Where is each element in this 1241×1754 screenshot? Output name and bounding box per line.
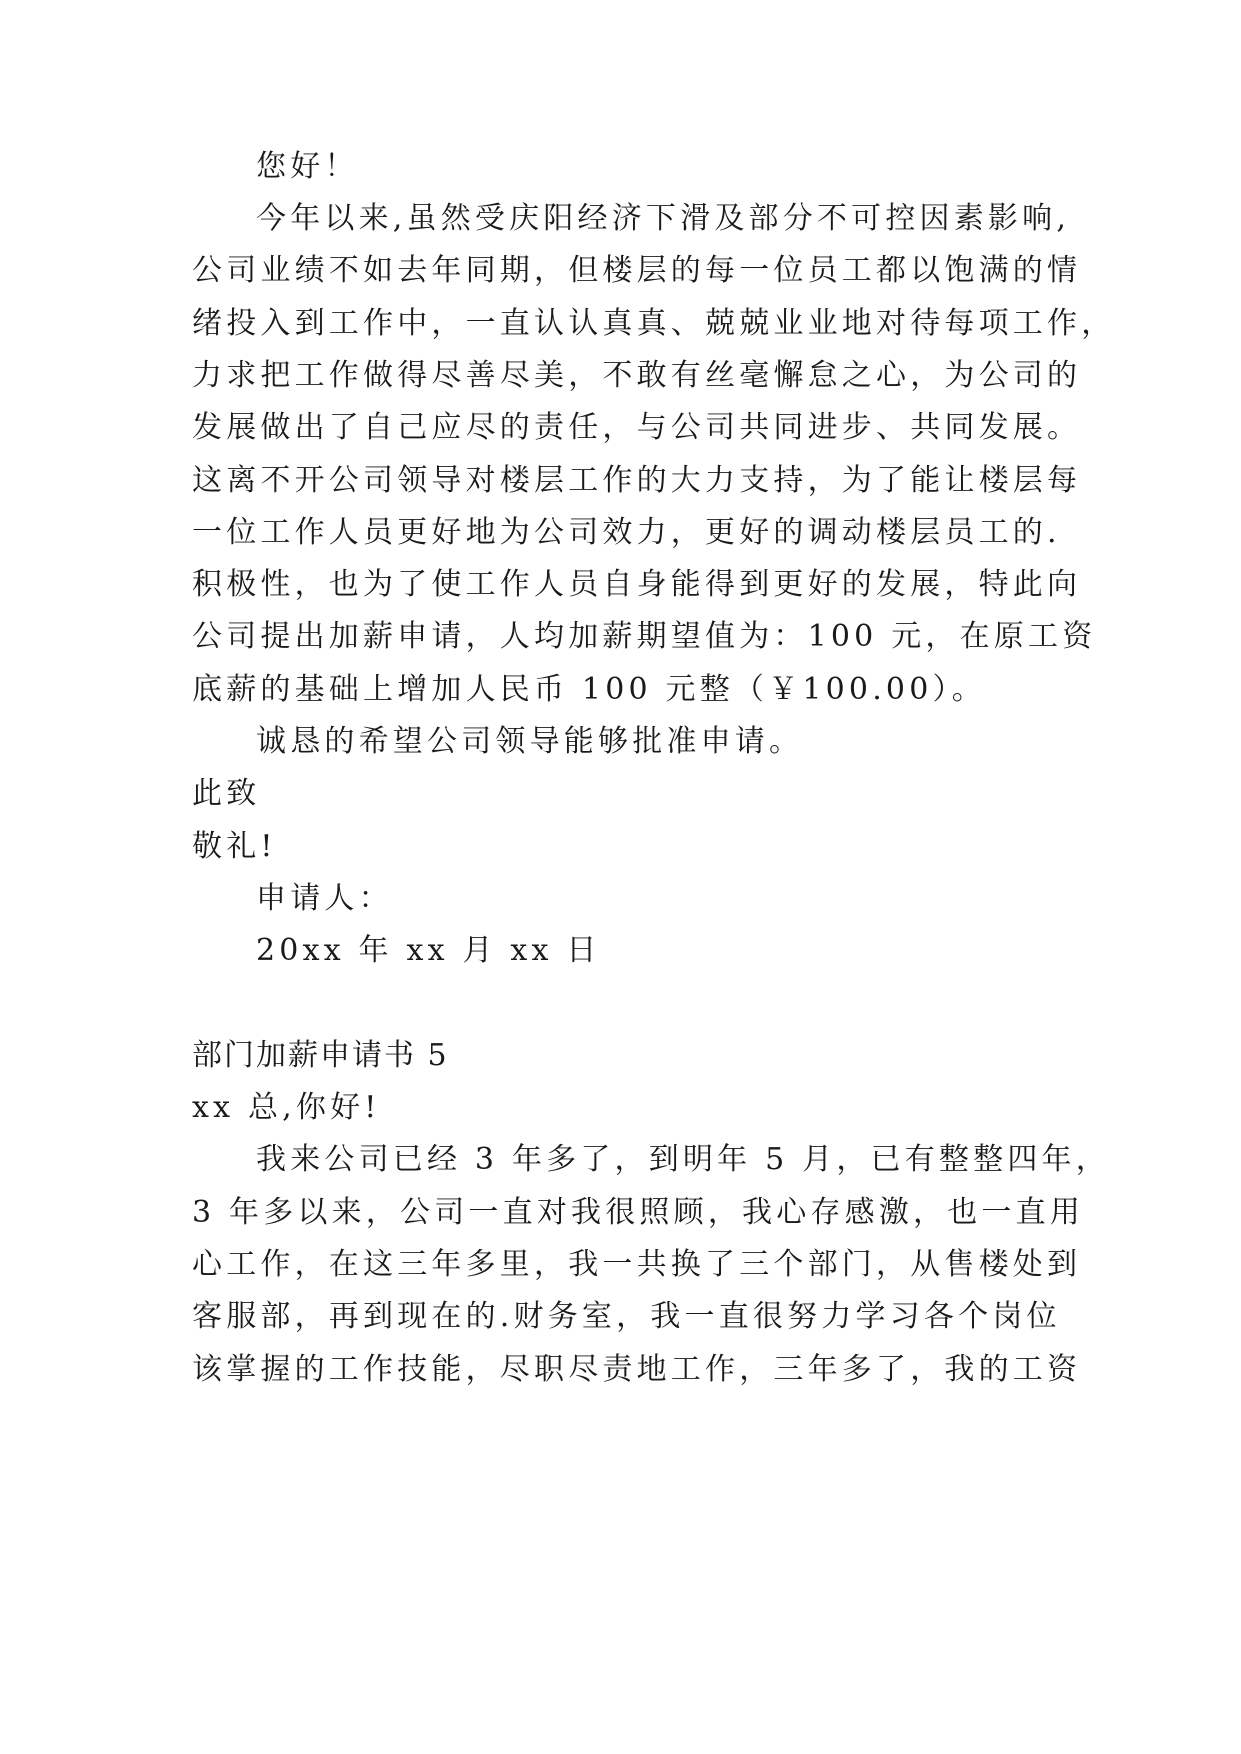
paragraph-line: 绪投入到工作中，一直认认真真、兢兢业业地对待每项工作，: [192, 306, 1116, 341]
closing-line-1: 此致: [192, 776, 261, 811]
paragraph-line: 心工作，在这三年多里，我一共换了三个部门，从售楼处到: [192, 1247, 1082, 1282]
paragraph-line: 积极性，也为了使工作人员自身能得到更好的发展，特此向: [192, 567, 1082, 602]
paragraph-line: 3 年多以来，公司一直对我很照顾，我心存感激，也一直用: [192, 1195, 1085, 1230]
paragraph-line: 我来公司已经 3 年多了，到明年 5 月，已有整整四年，: [256, 1142, 1110, 1177]
paragraph-line: 该掌握的工作技能，尽职尽责地工作，三年多了，我的工资: [192, 1352, 1082, 1387]
paragraph-line: 这离不开公司领导对楼层工作的大力支持，为了能让楼层每: [192, 463, 1082, 498]
date-line: 20xx 年 xx 月 xx 日: [256, 933, 601, 968]
applicant-label: 申请人：: [256, 881, 393, 916]
paragraph-line: 客服部，再到现在的.财务室，我一直很努力学习各个岗位: [192, 1299, 1061, 1334]
hope-line: 诚恳的希望公司领导能够批准申请。: [256, 724, 804, 759]
paragraph-line: 底薪的基础上增加人民币 100 元整（￥100.00）。: [192, 672, 986, 707]
paragraph-line: 力求把工作做得尽善尽美，不敢有丝毫懈怠之心，为公司的: [192, 358, 1082, 393]
paragraph-line: 发展做出了自己应尽的责任，与公司共同进步、共同发展。: [192, 410, 1082, 445]
salutation: xx 总,你好!: [192, 1090, 381, 1125]
closing-line-2: 敬礼!: [192, 829, 277, 864]
paragraph-line: 公司业绩不如去年同期，但楼层的每一位员工都以饱满的情: [192, 253, 1082, 288]
paragraph-line: 一位工作人员更好地为公司效力，更好的调动楼层员工的.: [192, 515, 1061, 550]
paragraph-line: 公司提出加薪申请，人均加薪期望值为：100 元，在原工资: [192, 619, 1097, 654]
greeting: 您好！: [256, 149, 359, 184]
paragraph-line: 今年以来,虽然受庆阳经济下滑及部分不可控因素影响,: [256, 201, 1071, 236]
section-title: 部门加薪申请书 5: [192, 1038, 449, 1073]
